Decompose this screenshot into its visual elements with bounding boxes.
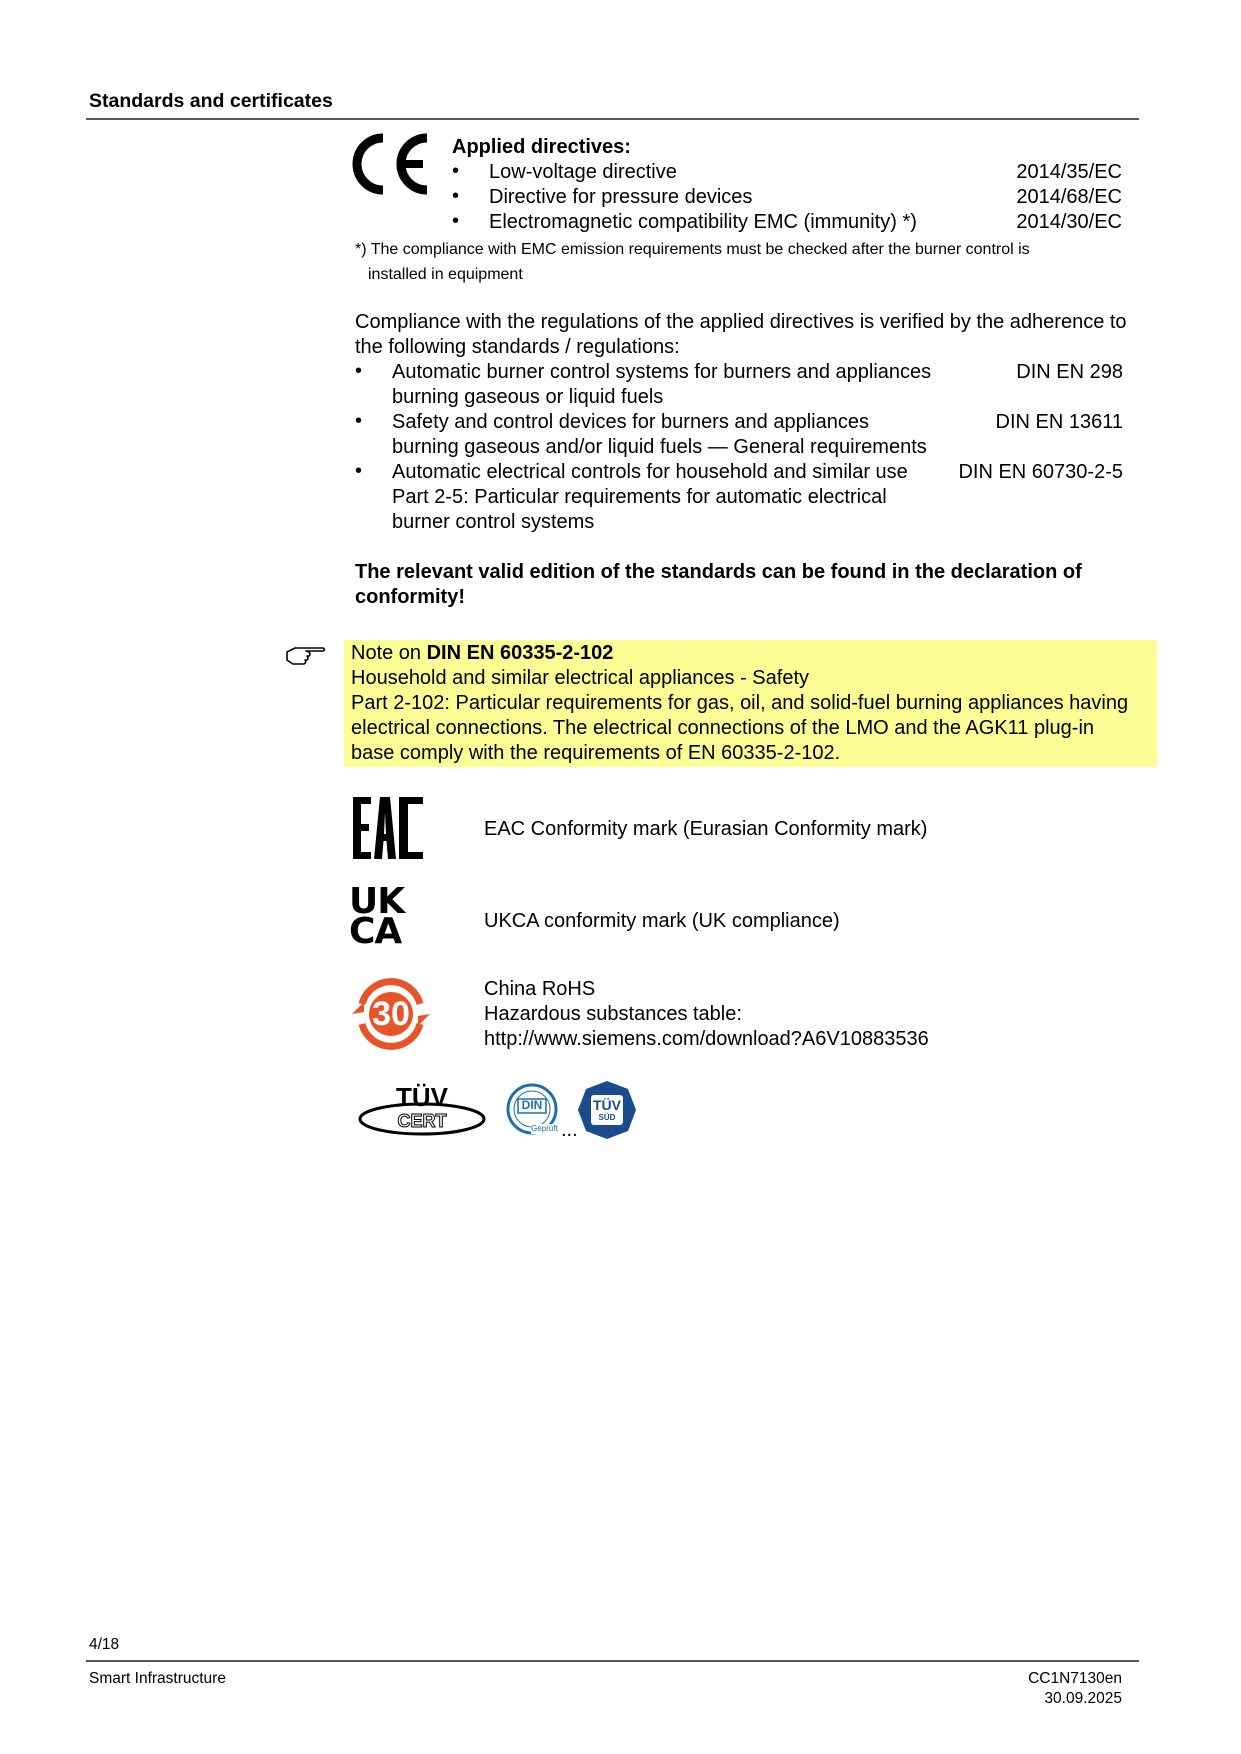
rohs-logo-number: 30 bbox=[372, 995, 410, 1033]
bullet: • bbox=[355, 360, 363, 382]
note-box bbox=[344, 640, 1157, 767]
emc-footnote: *) The compliance with EMC emission requirements must be checked after the burner control is bbox=[355, 241, 1030, 258]
directive-label: Low-voltage directive bbox=[489, 161, 677, 183]
note-text: base comply with the requirements of EN 60335-2-102. bbox=[351, 742, 841, 764]
tuv-cert-bottom-text: CERT bbox=[397, 1111, 447, 1131]
note-prefix: Note on bbox=[351, 642, 427, 664]
tuv-sud-bottom-text: SÜD bbox=[598, 1113, 616, 1122]
din-logo-sub: Geprüft bbox=[531, 1124, 558, 1133]
rohs-subtitle: Hazardous substances table: bbox=[484, 1003, 742, 1025]
tuv-sud-top-text: TÜV bbox=[593, 1097, 621, 1113]
note-standard: DIN EN 60335-2-102 bbox=[426, 642, 614, 664]
bullet: • bbox=[452, 160, 460, 182]
footer-doc-id: CC1N7130en bbox=[1028, 1670, 1122, 1687]
footer-date: 30.09.2025 bbox=[1044, 1690, 1122, 1707]
din-geprueft-icon bbox=[505, 1082, 559, 1136]
header-rule bbox=[86, 118, 1139, 120]
standard-description: Part 2-5: Particular requirements for automatic electrical bbox=[392, 486, 887, 508]
eac-mark-icon bbox=[353, 797, 425, 859]
china-rohs-icon bbox=[350, 978, 432, 1050]
note-title bbox=[351, 641, 613, 666]
declaration-statement: conformity! bbox=[355, 586, 465, 608]
standard-code: DIN EN 13611 bbox=[995, 411, 1123, 433]
directives-heading: Applied directives: bbox=[452, 136, 631, 158]
tuv-cert-top-text: TÜV bbox=[396, 1082, 448, 1112]
declaration-statement: The relevant valid edition of the standards can be found in the declaration of bbox=[355, 561, 1082, 583]
rohs-title: China RoHS bbox=[484, 978, 596, 1000]
ce-mark-icon bbox=[350, 133, 430, 195]
bullet: • bbox=[355, 460, 363, 482]
note-text: Part 2-102: Particular requirements for gas, oil, and solid-fuel burning appliances having bbox=[351, 692, 1129, 714]
directive-code: 2014/68/EC bbox=[1016, 186, 1122, 208]
directive-label: Directive for pressure devices bbox=[489, 186, 753, 208]
section-title: Standards and certificates bbox=[89, 90, 333, 112]
directive-code: 2014/30/EC bbox=[1016, 211, 1122, 233]
emc-footnote: installed in equipment bbox=[368, 266, 523, 283]
cert-logos-ellipsis: ... bbox=[561, 1119, 578, 1141]
tuv-sud-icon bbox=[577, 1080, 637, 1140]
pointing-hand-icon bbox=[285, 642, 327, 670]
bullet: • bbox=[452, 210, 460, 232]
page-number: 4/18 bbox=[89, 1636, 120, 1653]
ukca-logo-text: UK bbox=[349, 881, 405, 922]
ukca-description: UKCA conformity mark (UK compliance) bbox=[484, 910, 840, 932]
standard-description: Automatic electrical controls for household and similar use bbox=[392, 461, 908, 483]
ukca-mark-icon bbox=[349, 881, 413, 952]
standard-code: DIN EN 298 bbox=[1016, 361, 1123, 383]
directive-label: Electromagnetic compatibility EMC (immunity) *) bbox=[489, 211, 917, 233]
standard-description: burner control systems bbox=[392, 511, 595, 533]
standard-description: Automatic burner control systems for burners and appliances bbox=[392, 361, 932, 383]
compliance-intro: Compliance with the regulations of the applied directives is verified by the adherence to bbox=[355, 311, 1127, 333]
bullet: • bbox=[452, 185, 460, 207]
standard-code: DIN EN 60730-2-5 bbox=[958, 461, 1123, 483]
standard-description: burning gaseous or liquid fuels bbox=[392, 386, 664, 408]
standard-description: Safety and control devices for burners and appliances bbox=[392, 411, 869, 433]
bullet: • bbox=[355, 410, 363, 432]
footer-rule bbox=[86, 1660, 1139, 1662]
note-text: Household and similar electrical appliances - Safety bbox=[351, 667, 810, 689]
note-text: electrical connections. The electrical connections of the LMO and the AGK11 plug-in bbox=[351, 717, 1095, 739]
din-logo-text: DIN bbox=[521, 1098, 543, 1112]
directive-code: 2014/35/EC bbox=[1016, 161, 1122, 183]
compliance-intro: the following standards / regulations: bbox=[355, 336, 680, 358]
footer-company: Smart Infrastructure bbox=[89, 1670, 226, 1687]
rohs-link[interactable]: http://www.siemens.com/download?A6V10883536 bbox=[484, 1028, 929, 1050]
standard-description: burning gaseous and/or liquid fuels — General requirements bbox=[392, 436, 927, 458]
eac-description: EAC Conformity mark (Eurasian Conformity mark) bbox=[484, 818, 928, 840]
ukca-logo-text: CA bbox=[349, 911, 402, 952]
tuv-cert-icon bbox=[357, 1082, 487, 1140]
